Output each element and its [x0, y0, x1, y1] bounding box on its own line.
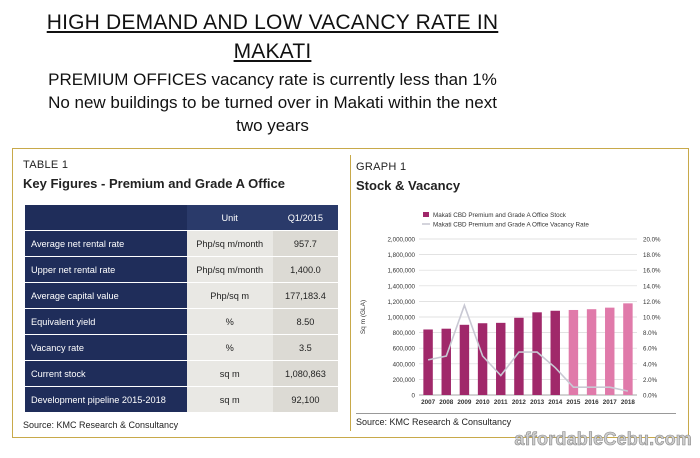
- table-cell: 3.5: [273, 335, 338, 361]
- legend-label-vacancy: Makati CBD Premium and Grade A Office Vacancy Rate: [433, 221, 589, 229]
- x-tick-label: 2008: [439, 399, 454, 406]
- bar: [460, 325, 469, 395]
- x-tick-label: 2011: [493, 399, 508, 406]
- y-tick-label: 600,000: [392, 345, 415, 353]
- report-panel: [12, 148, 689, 438]
- table-cell: 8.50: [273, 309, 338, 335]
- y2-tick-label: 8.0%: [643, 330, 658, 338]
- table-header-row: [25, 205, 338, 231]
- table-cell: 1,080,863: [273, 361, 338, 387]
- headline-sub-line2: No new buildings to be turned over in Makati within the next: [48, 93, 497, 112]
- y2-tick-label: 10.0%: [643, 314, 661, 322]
- table-cell: 1,400.0: [273, 257, 338, 283]
- bar: [587, 309, 596, 395]
- y2-tick-label: 12.0%: [643, 298, 661, 306]
- bar: [551, 311, 560, 395]
- table-row: [25, 257, 338, 283]
- y-tick-label: 0: [411, 392, 415, 400]
- headline-title-line2: MAKATI: [233, 40, 312, 63]
- bar: [605, 308, 614, 395]
- table-cell: Php/sq m/month: [187, 231, 273, 257]
- graph-source: Source: KMC Research & Consultancy: [356, 417, 512, 427]
- y2-tick-label: 16.0%: [643, 267, 661, 275]
- table-row: [25, 361, 338, 387]
- y-tick-label: 1,000,000: [387, 314, 415, 322]
- y-tick-label: 800,000: [392, 330, 415, 338]
- table-cell: 92,100: [273, 387, 338, 413]
- x-tick-label: 2018: [620, 399, 635, 406]
- table-cell: 957.7: [273, 231, 338, 257]
- table-row: [25, 309, 338, 335]
- table-header-cell: Unit: [187, 205, 273, 231]
- y-tick-label: 1,400,000: [387, 283, 415, 291]
- bar: [496, 323, 505, 395]
- table-cell: Average capital value: [25, 283, 187, 309]
- headline-subtitle: [0, 68, 545, 137]
- key-figures-table: [25, 205, 338, 413]
- table-cell: 177,183.4: [273, 283, 338, 309]
- table-cell: Php/sq m/month: [187, 257, 273, 283]
- legend-swatch-stock: [423, 212, 429, 217]
- table-cell: Development pipeline 2015-2018: [25, 387, 187, 413]
- table-row: [25, 387, 338, 413]
- bar: [423, 329, 432, 395]
- table-cell: Average net rental rate: [25, 231, 187, 257]
- y-axis-label: Sq m (GLA): [360, 299, 367, 335]
- y2-tick-label: 6.0%: [643, 345, 658, 353]
- table-cell: Current stock: [25, 361, 187, 387]
- y2-tick-label: 2.0%: [643, 376, 658, 384]
- table-label: TABLE 1: [23, 159, 69, 171]
- x-tick-label: 2014: [548, 399, 563, 406]
- table-cell: Equivalent yield: [25, 309, 187, 335]
- y2-tick-label: 18.0%: [643, 252, 661, 260]
- table-title: Key Figures - Premium and Grade A Office: [23, 176, 285, 191]
- y2-tick-label: 0.0%: [643, 392, 658, 400]
- legend-label-stock: Makati CBD Premium and Grade A Office Stock: [433, 212, 566, 219]
- x-tick-label: 2016: [584, 399, 599, 406]
- headline-title-line1: HIGH DEMAND AND LOW VACANCY RATE IN: [46, 11, 499, 34]
- x-tick-label: 2009: [457, 399, 472, 406]
- stock-vacancy-chart: [351, 209, 681, 409]
- headline-sub-line3: two years: [236, 116, 309, 135]
- watermark-text: affordableCebu.com: [514, 429, 692, 449]
- table-cell: %: [187, 335, 273, 361]
- bar: [442, 329, 451, 395]
- graph-label: GRAPH 1: [356, 161, 407, 173]
- y-tick-label: 1,800,000: [387, 252, 415, 260]
- table-row: [25, 335, 338, 361]
- x-tick-label: 2017: [602, 399, 617, 406]
- y-tick-label: 200,000: [392, 376, 415, 384]
- table-cell: Upper net rental rate: [25, 257, 187, 283]
- graph-source-rule: [356, 413, 676, 414]
- table-cell: sq m: [187, 387, 273, 413]
- y2-tick-label: 4.0%: [643, 361, 658, 369]
- x-tick-label: 2012: [511, 399, 526, 406]
- headline-sub-line1: PREMIUM OFFICES vacancy rate is currently less than 1%: [48, 70, 497, 89]
- table-cell: Php/sq m: [187, 283, 273, 309]
- x-tick-label: 2015: [566, 399, 581, 406]
- table-cell: sq m: [187, 361, 273, 387]
- table-cell: %: [187, 309, 273, 335]
- y-tick-label: 1,200,000: [387, 298, 415, 306]
- headline-title: [0, 8, 545, 66]
- y-tick-label: 1,600,000: [387, 267, 415, 275]
- bar: [569, 310, 578, 395]
- bar: [532, 312, 541, 395]
- y2-tick-label: 14.0%: [643, 283, 661, 291]
- graph-title: Stock & Vacancy: [356, 178, 461, 193]
- table-row: [25, 283, 338, 309]
- x-tick-label: 2010: [475, 399, 490, 406]
- y2-tick-label: 20.0%: [643, 236, 661, 244]
- table-cell: Vacancy rate: [25, 335, 187, 361]
- y-tick-label: 2,000,000: [387, 236, 415, 244]
- table-source: Source: KMC Research & Consultancy: [23, 420, 179, 430]
- table-header-cell: [25, 205, 187, 231]
- y-tick-label: 400,000: [392, 361, 415, 369]
- x-tick-label: 2007: [421, 399, 436, 406]
- table-header-cell: Q1/2015: [273, 205, 338, 231]
- x-tick-label: 2013: [530, 399, 545, 406]
- bar: [623, 303, 632, 395]
- table-row: [25, 231, 338, 257]
